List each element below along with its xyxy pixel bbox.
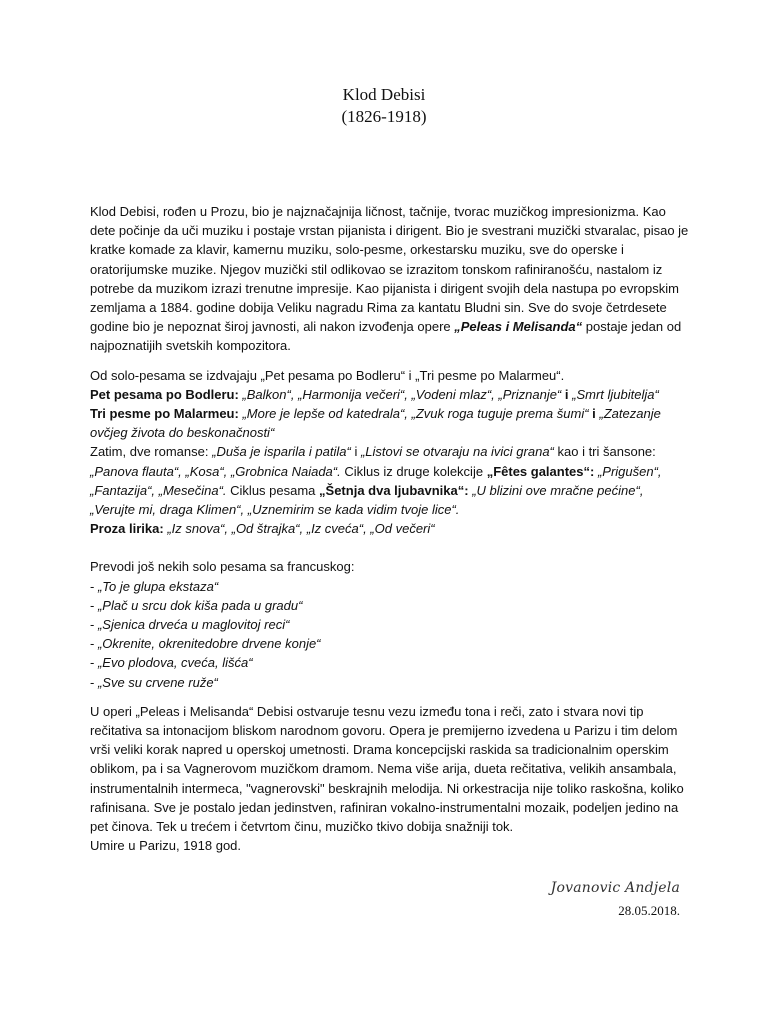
fetes-items: „Prigušen“, „Fantazija“, „Mesečina“. xyxy=(90,463,662,498)
fetes-lead: Ciklus iz druge kolekcije xyxy=(340,463,487,479)
translation-title: „Sve su crvene ruže“ xyxy=(97,674,218,690)
translation-dash: - xyxy=(90,578,98,594)
solo-intro: Od solo-pesama se izdvajaju „Pet pesama po Bodleru“ i „Tri pesme po Malarmeu“. xyxy=(90,367,565,383)
intro-end-text: postaje jedan od najpoznatijih svetskih kompozitora. xyxy=(90,319,682,354)
bodler-last-item: „Smrt ljubitelja“ xyxy=(568,386,659,402)
fetes-title: „Fêtes galantes“: xyxy=(486,463,595,479)
title-block xyxy=(0,84,768,128)
bodler-label: Pet pesama po Bodleru: xyxy=(90,386,239,402)
translation-dash: - xyxy=(90,636,98,652)
malarme-items: „More je lepše od katedrala“, „Zvuk roga tuguje prema šumi“ xyxy=(238,406,593,422)
intro-opera-title: „Peleas i Melisanda“ xyxy=(454,319,583,335)
translation-item xyxy=(90,615,690,634)
intro-paragraph xyxy=(90,202,690,356)
document-date: 28.05.2018. xyxy=(618,903,680,918)
translation-item xyxy=(90,634,690,653)
translations-heading: Prevodi još nekih solo pesama sa francuskog: xyxy=(90,559,355,575)
bodler-line xyxy=(90,385,690,404)
translation-title: „Okrenite, okrenitedobre drvene konje“ xyxy=(97,636,321,652)
spacer xyxy=(90,538,690,557)
translation-title: „Sjenica drveća u maglovitoj reci“ xyxy=(97,617,290,633)
romanse-paragraph xyxy=(90,442,690,519)
translation-item xyxy=(90,673,690,692)
opera-paragraph: U operi „Peleas i Melisanda“ Debisi ostvaruje tesnu vezu između tona i reči, zato i stvara novi tip rečitativa sa intonacijom bliskom narodnom govoru. Opera je premijerno izvedena u Parizu i tim delom vrši veliki korak napred u operskoj umetnosti. Drama koncepcijski raskida sa tradicionalnim operskim oblikom, pa i sa Vagnerovom muzičkom dramom. Nema više arija, dueta rečitativa, velikih ansambala, instrumentalnih intermeca, "vagnerovski" beskrajnih melodija. Ni orkestracija nije toliko raskošna, koliko rafinisana. Sve je postalo jedan jedinstven, rafiniran vokalno-instrumentalni mozaik, podeljen jedino na pet činova. Tek u trećem i četvrtom činu, muzičko tkivo dobija snažniji tok. xyxy=(90,703,684,835)
setnja-items: „U blizini ove mračne pećine“, „Verujte mi, draga Klimen“, „Uznemirim se kada vidim tvoje lice“. xyxy=(90,482,644,518)
romanse-lead: Zatim, dve romanse: xyxy=(90,444,213,460)
translation-title: „To je glupa ekstaza“ xyxy=(97,578,219,594)
death-line: Umire u Parizu, 1918 god. xyxy=(90,838,242,854)
translation-title: „Evo plodova, cveća, lišća“ xyxy=(97,655,253,671)
translation-title: „Plač u srcu dok kiša pada u gradu“ xyxy=(97,597,303,613)
proza-label: Proza lirika: xyxy=(90,521,164,537)
spacer xyxy=(90,692,690,702)
bodler-conjunction: i xyxy=(564,386,569,402)
malarme-conjunction: i xyxy=(592,406,596,422)
proza-line xyxy=(90,519,690,538)
malarme-last-item: „Zatezanje ovčjeg života do beskonačnosti“ xyxy=(90,406,661,441)
translation-dash: - xyxy=(90,597,98,613)
intro-text: Klod Debisi, rođen u Prozu, bio je najznačajnija ličnost, tačnije, tvorac muzičkog impresionizma. Kao dete počinje da uči muziku i postaje vrstan pijanista i dirigent. Bio je svestrani muzički stvaralac, pisao je kratke komade za klavir, kamernu muziku, solo-pesme, orkestarsku muziku, sve do operske i oratorijumske muzike. Njegov muzički stil odlikovao se izrazitom tonskom rafiniranošću, nastalom iz potrebe da muzikom izrazi trenutne impresije. Kao pijanista i dirigent svojih dela nastupa po evropskim zemljama a 1884. godine dobija Veliku nagradu Rima za kantatu Bludni sin. Sve do svoje četrdesete godine bio je nepoznat široj javnosti, ali nakon izvođenja opere xyxy=(90,204,689,335)
translation-dash: - xyxy=(90,617,98,633)
malarme-label: Tri pesme po Malarmeu: xyxy=(90,406,239,422)
translation-item xyxy=(90,653,690,672)
translation-item xyxy=(90,596,690,615)
sansone-items: „Panova flauta“, „Kosa“, „Grobnica Naiada“. xyxy=(90,463,341,479)
body-text xyxy=(90,202,690,856)
romanse-item-1: „Duša je isparila i patila“ xyxy=(212,444,351,460)
translation-dash: - xyxy=(90,655,98,671)
document-years: (1826-1918) xyxy=(341,107,427,126)
malarme-line xyxy=(90,404,690,442)
document-title: Klod Debisi xyxy=(342,85,426,104)
translation-dash: - xyxy=(90,674,98,690)
romanse-tail: kao i tri šansone: xyxy=(553,444,656,460)
proza-items: „Iz snova“, „Od štrajka“, „Iz cveća“, „Od večeri“ xyxy=(163,521,435,537)
romanse-item-2: „Listovi se otvaraju na ivici grana“ xyxy=(360,444,554,460)
translation-item xyxy=(90,577,690,596)
setnja-lead: Ciklus pesama xyxy=(226,482,320,498)
romanse-conjunction: i xyxy=(350,444,361,460)
setnja-title: „Šetnja dva ljubavnika“: xyxy=(319,482,469,498)
bodler-items: „Balkon“, „Harmonija večeri“, „Vodeni mlaz“, „Priznanje“ xyxy=(238,386,565,402)
spacer xyxy=(90,356,690,366)
handwritten-signature: Jovanovic Andjela xyxy=(550,880,680,896)
